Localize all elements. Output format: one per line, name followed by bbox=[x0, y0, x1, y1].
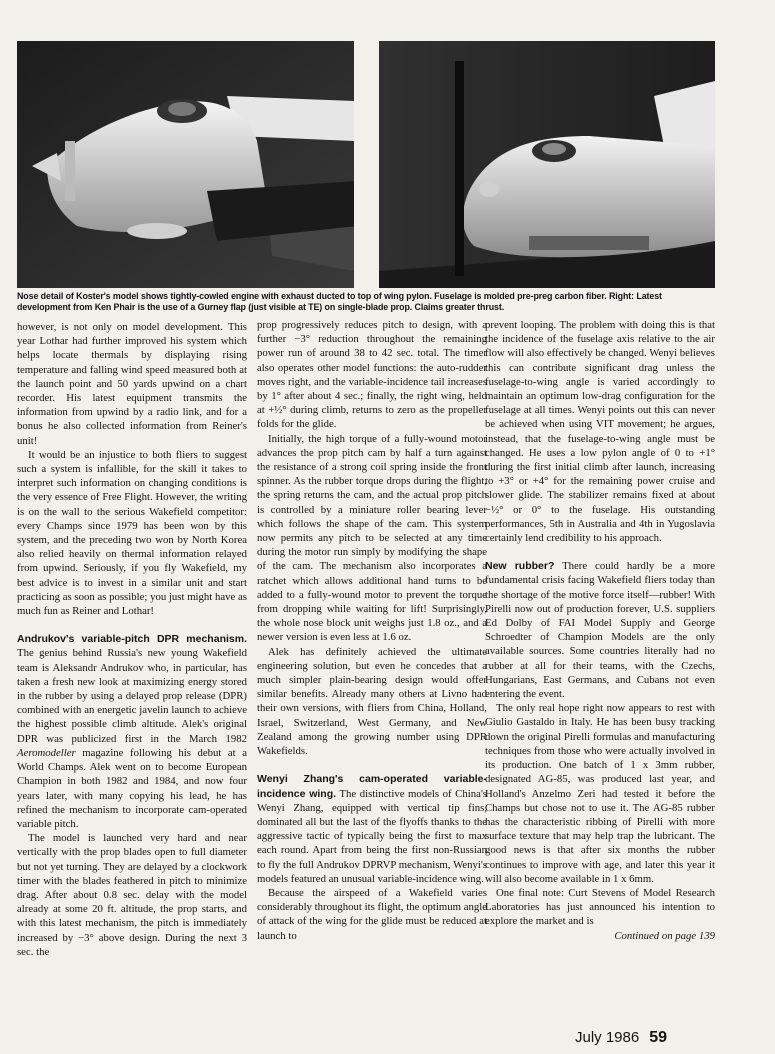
paragraph: It would be an injustice to both fliers to suggest such a system is infallible, for the skill it takes to interpret such information on changing conditions is the very essence of Free Flight. However, the writing is on the wall to the serious Wakefield competitor: every Champs since 1979 has been won by this system, and the preceding two won by North Korea also relied heavily on thermal information relayed from upwind. Seriously, if you fly Wakefield, my best advice is to invest in a similar unit and start practicing as soon as possible; you just might have as much fun as Reiner and Lothar! bbox=[17, 448, 247, 618]
paragraph: One final note: Curt Stevens of Model Research Laboratories has just announced his intention to explore the market and is bbox=[485, 886, 715, 928]
paragraph: The only real hope right now appears to rest with Giulio Gastaldo in Italy. He has been busy tracking down the original Pirelli formulas and manufacturing techniques from those who were actually involved in its production. One batch of 1 x 3mm rubber, designated AG-85, was produced last year, and Holland's Anzelmo Zeri had tested it before the Champs but chose not to use it. The AG-85 rubber has the characteristic ribbing of Pirelli with more surface texture that may help trap the lubricant. The good news is that after six months the rubber continues to improve with age, and later this year it will also become available in 1 x 6mm. bbox=[485, 702, 715, 885]
article-column-2 bbox=[257, 318, 487, 943]
magazine-title: Aeromodeller bbox=[17, 746, 76, 759]
paragraph-text: magazine following his debut at a World Champs. Alek went on to become European Champion in both 1982 and 1984, and now four years later, with many copying his lead, he has refined the mechanism to incorporate cam-operated variable pitch. bbox=[17, 746, 247, 830]
section-heading: Wenyi Zhang's cam-operated variable-incidence wing. bbox=[257, 773, 487, 800]
article-column-3 bbox=[485, 318, 715, 943]
paragraph: however, is not only on model development. This year Lothar had further improved his system which helps locate thermals by displaying rising temperature and falling wind speed measured both at the launch point and 50 yards upwind on a chart recorder. His latest equipment transmits the information from upwind by a radio link, and for a bonus he also collected information from Reiner's unit! bbox=[17, 321, 247, 447]
paragraph bbox=[17, 632, 247, 831]
paragraph bbox=[257, 772, 487, 886]
page-footer bbox=[575, 1029, 667, 1047]
photo-gurney-flap-prop bbox=[379, 41, 715, 288]
paragraph: Initially, the high torque of a fully-wound motor advances the prop pitch cam by half a turn against the resistance of a strong coil spring inside the front spinner. As the rubber torque drops during the flight, the spring returns the cam, and the actual prop pitch is controlled by a miniature roller bearing lever which follows the shape of the cam. This system now permits any pitch to be selected at any time during the motor run simply by modifying the shape of the cam. The mechanism also incorporates a ratchet which allows additional hand turns to be added to a fully-wound motor to prevent the torque from dropping while waiting for lift! Surprisingly, the whole nose block unit weighs just 1.8 oz., and a newer version is even less at 1.6 oz. bbox=[257, 432, 487, 644]
paragraph: The model is launched very hard and near vertically with the prop blades open to full diameter but not yet turning. They are delayed by a clockwork timer with the blades feathered in pitch to minimize drag. After about 0.8 sec. delay with the model already at some 20 ft. altitude, the prop starts, and with this latest mechanism, the pitch is immediately increased by −3° above design. During the next 3 sec. the bbox=[17, 832, 247, 958]
article-column-1 bbox=[17, 320, 247, 959]
paragraph: prop progressively reduces pitch to design, with a further −3° reduction throughout the remaining power run of around 38 to 42 sec. total. The timer also operates other model functions: the auto-rudder moves right, and the variable-incidence tail increases by 1° after about 4 sec.; finally, the right wing, held at +½° during climb, returns to zero as the propeller folds for the glide. bbox=[257, 319, 487, 431]
issue-date: July 1986 bbox=[575, 1029, 640, 1046]
paragraph: prevent looping. The problem with doing this is that the incidence of the fuselage axis relative to the air flow will also effectively be changed. Wenyi believes this can contribute significant drag unless the fuselage-to-wing angle is varied accordingly to maintain an optimum low-drag configuration for the fuselage at all times. Wenyi points out this can never be achieved when using VIT movement; he argues, instead, that the fuselage-to-wing angle must be changed. He uses a low pylon angle of 0 to +1° during the first initial climb after launch, increasing to +3° or +4° for the remaining power cruise and slower glide. The stabilizer remains fixed at about −½° or 0° to the fuselage. His outstanding performances, 5th in Australia and 4th in Yugoslavia certainly lend credibility to his approach. bbox=[485, 319, 715, 545]
paragraph bbox=[485, 559, 715, 701]
section-heading: New rubber? bbox=[485, 560, 555, 573]
paragraph: Alek has definitely achieved the ultimate engineering solution, but even he concedes that a much simpler plain-bearing design would offer similar benefits. Already many others at Livno had their own versions, with fliers from China, Holland, Israel, Switzerland, West Germany, and New Zealand among the growing number using DPR Wakefields. bbox=[257, 645, 487, 758]
continued-note: Continued on page 139 bbox=[614, 929, 715, 942]
page-number: 59 bbox=[649, 1029, 668, 1046]
paragraph-text: There could hardly be a more fundamental crisis facing Wakefield fliers today than the shortage of the motive force itself—rubber! With Pirelli now out of production forever, U.S. suppliers Ed Dolby of FAI Model Supply and George Schroedter of Champion Models are the only available sources. Some countries literally had no rubber at all for their teams, with the Czechs, Hungarians, East Germans, and Cubans not even entering the event. bbox=[485, 560, 715, 701]
section-heading: Andrukov's variable-pitch DPR mechanism. bbox=[17, 633, 247, 646]
paragraph-text: The genius behind Russia's new young Wakefield team is Aleksandr Andrukov who, in particular, has taken a fresh new look at maximizing energy stored in the rubber by using a delayed prop release (DPR) combined with an energetic javelin launch to achieve the highest possible climb altitude. Alek's original DPR was publicized first in the March 1982 bbox=[17, 647, 247, 745]
paragraph: Because the airspeed of a Wakefield varies considerably throughout its flight, the optimum angle of attack of the wing for the glide must be reduced at launch to bbox=[257, 886, 487, 942]
photo-caption: Nose detail of Koster's model shows tightly-cowled engine with exhaust ducted to top of wing pylon. Fuselage is molded pre-preg carbon fiber. Right: Latest development from Ken Phair is the use of a Gurney flap (just visible at TE) on single-blade prop. Claims greater thrust. bbox=[17, 291, 662, 312]
paragraph-text: The distinctive models of China's Wenyi Zhang, equipped with vertical tip fins, dominated all but the last of the flyoffs thanks to the aggressive tactic of typically being the first to max each round. Apart from being the first non-Russian to fly the full Andrukov DPRVP mechanism, Wenyi's models featured an unusual variable-incidence wing. bbox=[257, 787, 487, 885]
photo-engine-nose bbox=[17, 41, 354, 288]
